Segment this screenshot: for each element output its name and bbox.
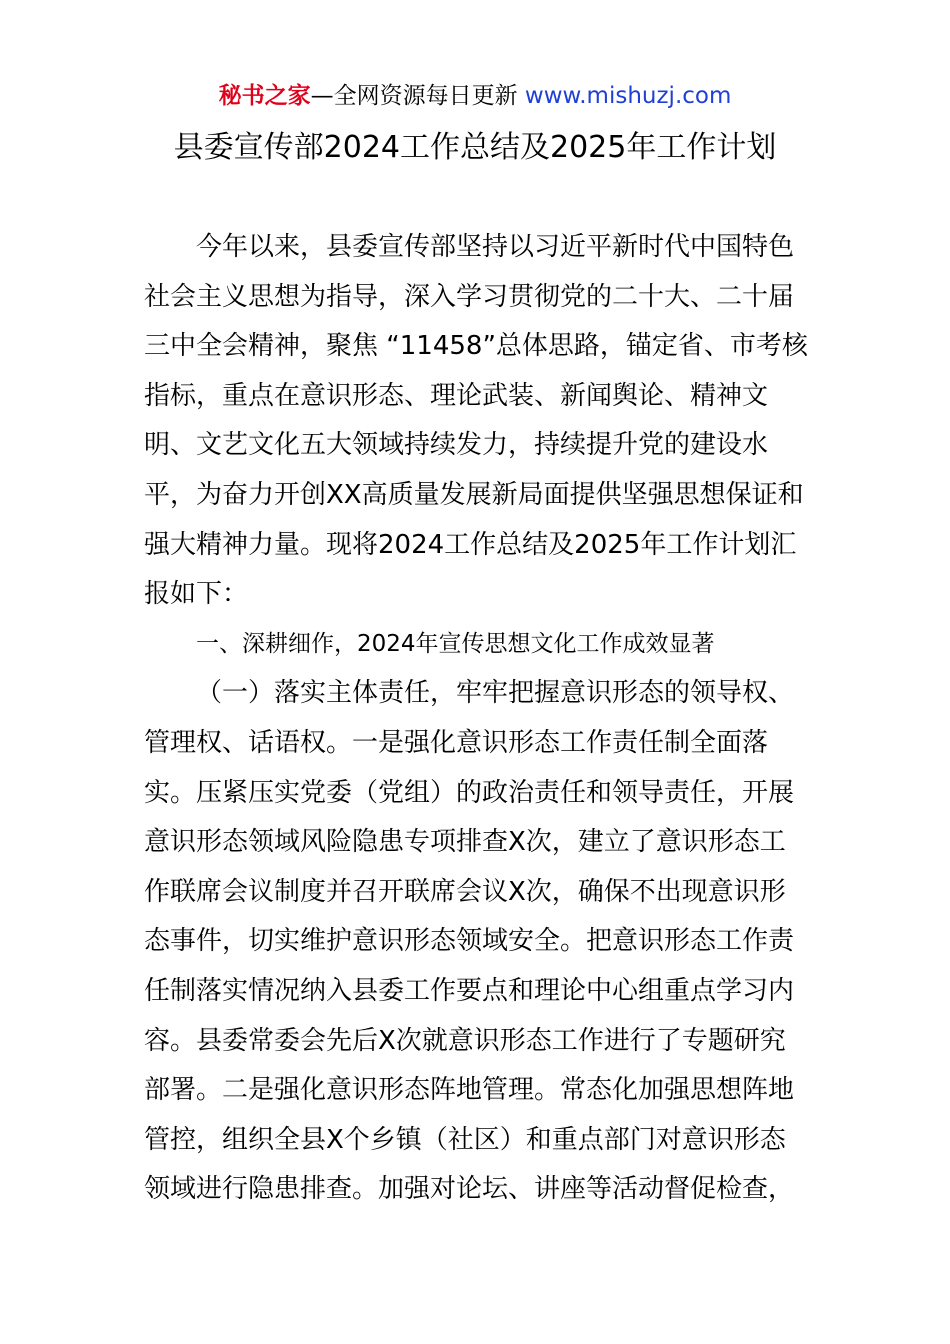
body-line: 部署。二是强化意识形态阵地管理。常态化加强思想阵地 [144,1075,795,1106]
body-line: 作联席会议制度并召开联席会议X次，确保不出现意识形 [144,876,786,907]
body-line: 意识形态领域风险隐患专项排查X次，建立了意识形态工 [144,827,786,858]
document-title: 县委宣传部2024工作总结及2025年工作计划 [173,130,777,165]
body-line: 管理权、话语权。一是强化意识形态工作责任制全面落 [144,727,769,758]
body-line: 强大精神力量。现将2024工作总结及2025年工作计划汇 [144,529,797,560]
body-line: 任制落实情况纳入县委工作要点和理论中心组重点学习内 [144,975,795,1006]
body-line: 今年以来，县委宣传部坚持以习近平新时代中国特色 [196,232,795,262]
site-url-link[interactable]: www.mishuzj.com [524,83,732,109]
body-line: 领域进行隐患排查。加强对论坛、讲座等活动督促检查， [144,1174,795,1205]
body-line: 容。县委常委会先后X次就意识形态工作进行了专题研究 [144,1025,786,1056]
body-line: 态事件，切实维护意识形态领域安全。把意识形态工作责 [144,926,795,957]
body-line: 平，为奋力开创XX高质量发展新局面提供坚强思想保证和 [144,479,804,510]
document-body [144,223,806,1215]
body-line: 社会主义思想为指导，深入学习贯彻党的二十大、二十届 [144,281,795,312]
body-line: 管控，组织全县X个乡镇（社区）和重点部门对意识形态 [144,1124,786,1155]
subsection-heading: （一）落实主体责任，牢牢把握意识形态的领导权、 [196,678,795,709]
body-line: 指标，重点在意识形态、理论武装、新闻舆论、精神文 [144,380,769,411]
body-line: 实。压紧压实党委（党组）的政治责任和领导责任，开展 [144,777,795,808]
body-line: 明、文艺文化五大领域持续发力，持续提升党的建设水 [144,430,769,461]
site-brand: 秘书之家 [218,83,311,109]
site-slogan: —全网资源每日更新 [310,83,518,109]
section-heading: 一、深耕细作，2024年宣传思想文化工作成效显著 [196,630,715,657]
body-line: 报如下： [144,579,249,610]
body-line: 三中全会精神，聚焦 “11458”总体思路，锚定省、市考核 [144,331,808,362]
site-header [0,80,950,112]
